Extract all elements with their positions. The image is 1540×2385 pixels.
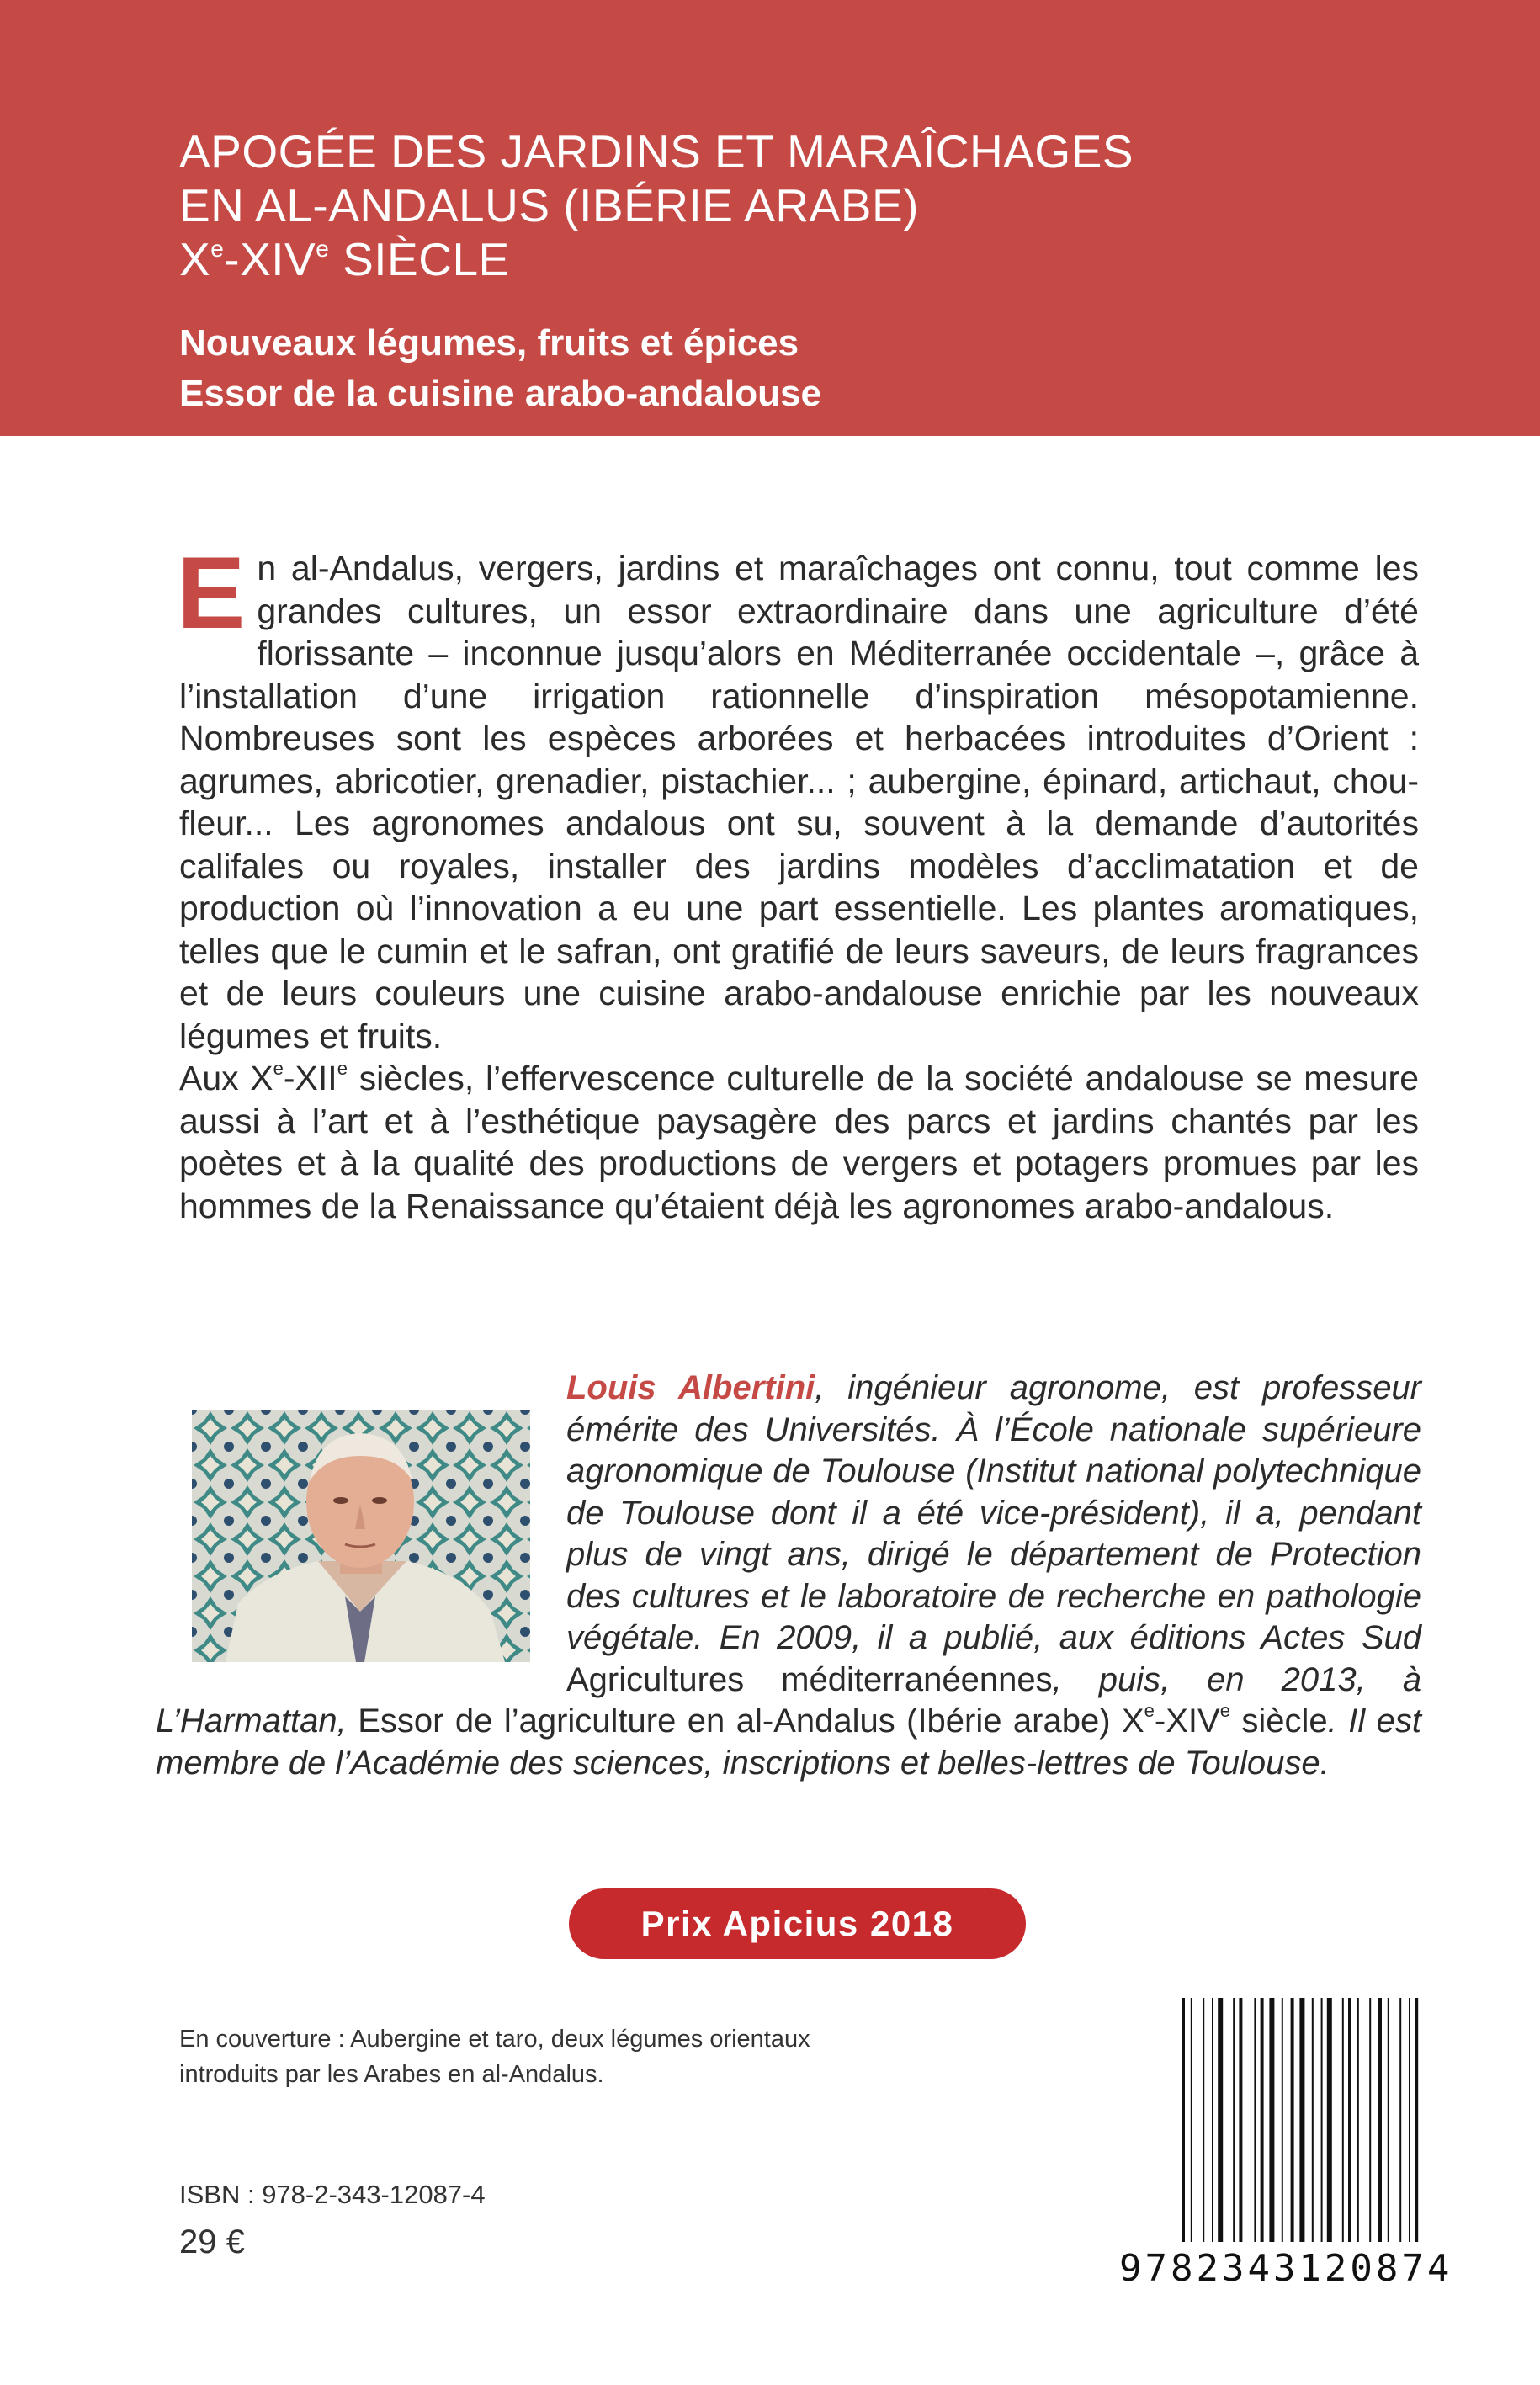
price: 29 € bbox=[179, 2223, 245, 2260]
barcode-bar bbox=[1282, 1998, 1283, 2242]
barcode-bar bbox=[1239, 1998, 1242, 2242]
barcode-bar bbox=[1415, 1998, 1418, 2242]
barcode-bar bbox=[1261, 1998, 1264, 2242]
barcode-bar bbox=[1233, 1998, 1235, 2242]
barcode-bar bbox=[1299, 1998, 1304, 2242]
barcode-bar bbox=[1291, 1998, 1294, 2242]
drop-cap: E bbox=[177, 535, 246, 650]
barcode-bar bbox=[1327, 1998, 1332, 2242]
author-bio: Louis Albertini, ingénieur agronome, est professeur émérite des Universités. À l’École nationale supérieure agronomique de Toulouse (Institut national polytechnique de Toulouse dont il a été vice-président), il a, pendant plus de vingt ans, dirigé le département de Protection des cultures et le laboratoire de recherche en pathologie végétale. En 2009, il a publié, aux éditions Actes Sud Agricultures méditerranéennes, puis, en 2013, à L’Harmattan, Essor de l’agriculture en al-Andalus (Ibérie arabe) Xe-XIVe siècle. Il est membre de l’Académie des sciences, inscriptions et belles-lettres de Toulouse. bbox=[156, 1369, 1422, 1782]
barcode-bar bbox=[1369, 1998, 1371, 2242]
barcode-bar bbox=[1388, 1998, 1389, 2242]
barcode-bar bbox=[1182, 1998, 1185, 2242]
title-line-3: Xe-XIVe SIÈCLE bbox=[179, 233, 510, 285]
cover-credit: En couverture : Aubergine et taro, deux légumes orientaux introduits par les Arabes en al-Andalus. bbox=[179, 2026, 810, 2088]
barcode-bar bbox=[1203, 1998, 1204, 2242]
book-title bbox=[179, 125, 1442, 286]
barcode-bar bbox=[1191, 1998, 1192, 2242]
barcode-bar bbox=[1357, 1998, 1359, 2242]
author-name: Louis Albertini bbox=[566, 1369, 815, 1406]
barcode-bar bbox=[1254, 1998, 1256, 2242]
book-title-2: Essor de l’agriculture en al-Andalus (Ibérie arabe) Xe-XIVe siècle bbox=[358, 1700, 1328, 1740]
subtitle-line-1: Nouveaux légumes, fruits et épices bbox=[179, 322, 799, 364]
barcode-number: 9782343120874 bbox=[1119, 2247, 1453, 2290]
prize-badge: Prix Apicius 2018 bbox=[569, 1888, 1026, 1959]
blurb-paragraph-1: En al-Andalus, vergers, jardins et maraîchages ont connu, tout comme les grandes cultures, un essor extraordinaire dans une agriculture d’été florissante – inconnue jusqu’alors en Méditerranée occidentale –, grâce à l’installation d’une irrigation rationnelle d’inspiration mésopotamienne. Nombreuses sont les espèces arborées et herbacées introduites d’Orient : agrumes, abricotier, grenadier, pistachier... ; aubergine, épinard, artichaut, chou-fleur... Les agronomes andalous ont su, souvent à la demande d’autorités califales ou royales, installer des jardins modèles d’acclimatation et de production où l’innovation a eu une part essentielle. Les plantes aromatiques, telles que le cumin et le safran, ont gratifié de leurs saveurs, de leurs fragrances et de leurs couleurs une cuisine arabo-andalouse enrichie par les nouveaux légumes et fruits. bbox=[177, 535, 1419, 1055]
subtitle-line-2: Essor de la cuisine arabo-andalouse bbox=[179, 373, 821, 414]
barcode-bar bbox=[1269, 1998, 1274, 2242]
isbn: ISBN : 978-2-343-12087-4 bbox=[179, 2180, 486, 2209]
barcode-bar bbox=[1348, 1998, 1351, 2242]
blurb-text bbox=[177, 535, 1420, 1227]
barcode-bar bbox=[1321, 1998, 1323, 2242]
book-title-1: Agricultures méditerranéennes bbox=[566, 1660, 1053, 1698]
book-subtitle bbox=[179, 318, 1442, 419]
barcode-bar bbox=[1212, 1998, 1213, 2242]
blurb-paragraph-2: Aux Xe-XIIe siècles, l’effervescence culturelle de la société andalouse se mesure aussi à l’art et à l’esthétique paysagère des parcs et jardins chantés par les poètes et à la qualité des productions de vergers et potagers promues par les hommes de la Renaissance qu’étaient déjà les agronomes arabo-andalous. bbox=[179, 1058, 1420, 1225]
title-line-2: EN AL-ANDALUS (IBÉRIE ARABE) bbox=[179, 179, 919, 231]
barcode-bar bbox=[1312, 1998, 1314, 2242]
author-photo bbox=[192, 1410, 530, 1662]
barcode-bar bbox=[1378, 1998, 1382, 2242]
barcode-bar bbox=[1409, 1998, 1410, 2242]
barcode-bar bbox=[1399, 1998, 1401, 2242]
barcode-bar bbox=[1218, 1998, 1223, 2242]
title-line-1: APOGÉE DES JARDINS ET MARAÎCHAGES bbox=[179, 125, 1134, 178]
barcode bbox=[1180, 1998, 1491, 2254]
cover-header-band bbox=[0, 0, 1540, 436]
barcode-bar bbox=[1342, 1998, 1344, 2242]
